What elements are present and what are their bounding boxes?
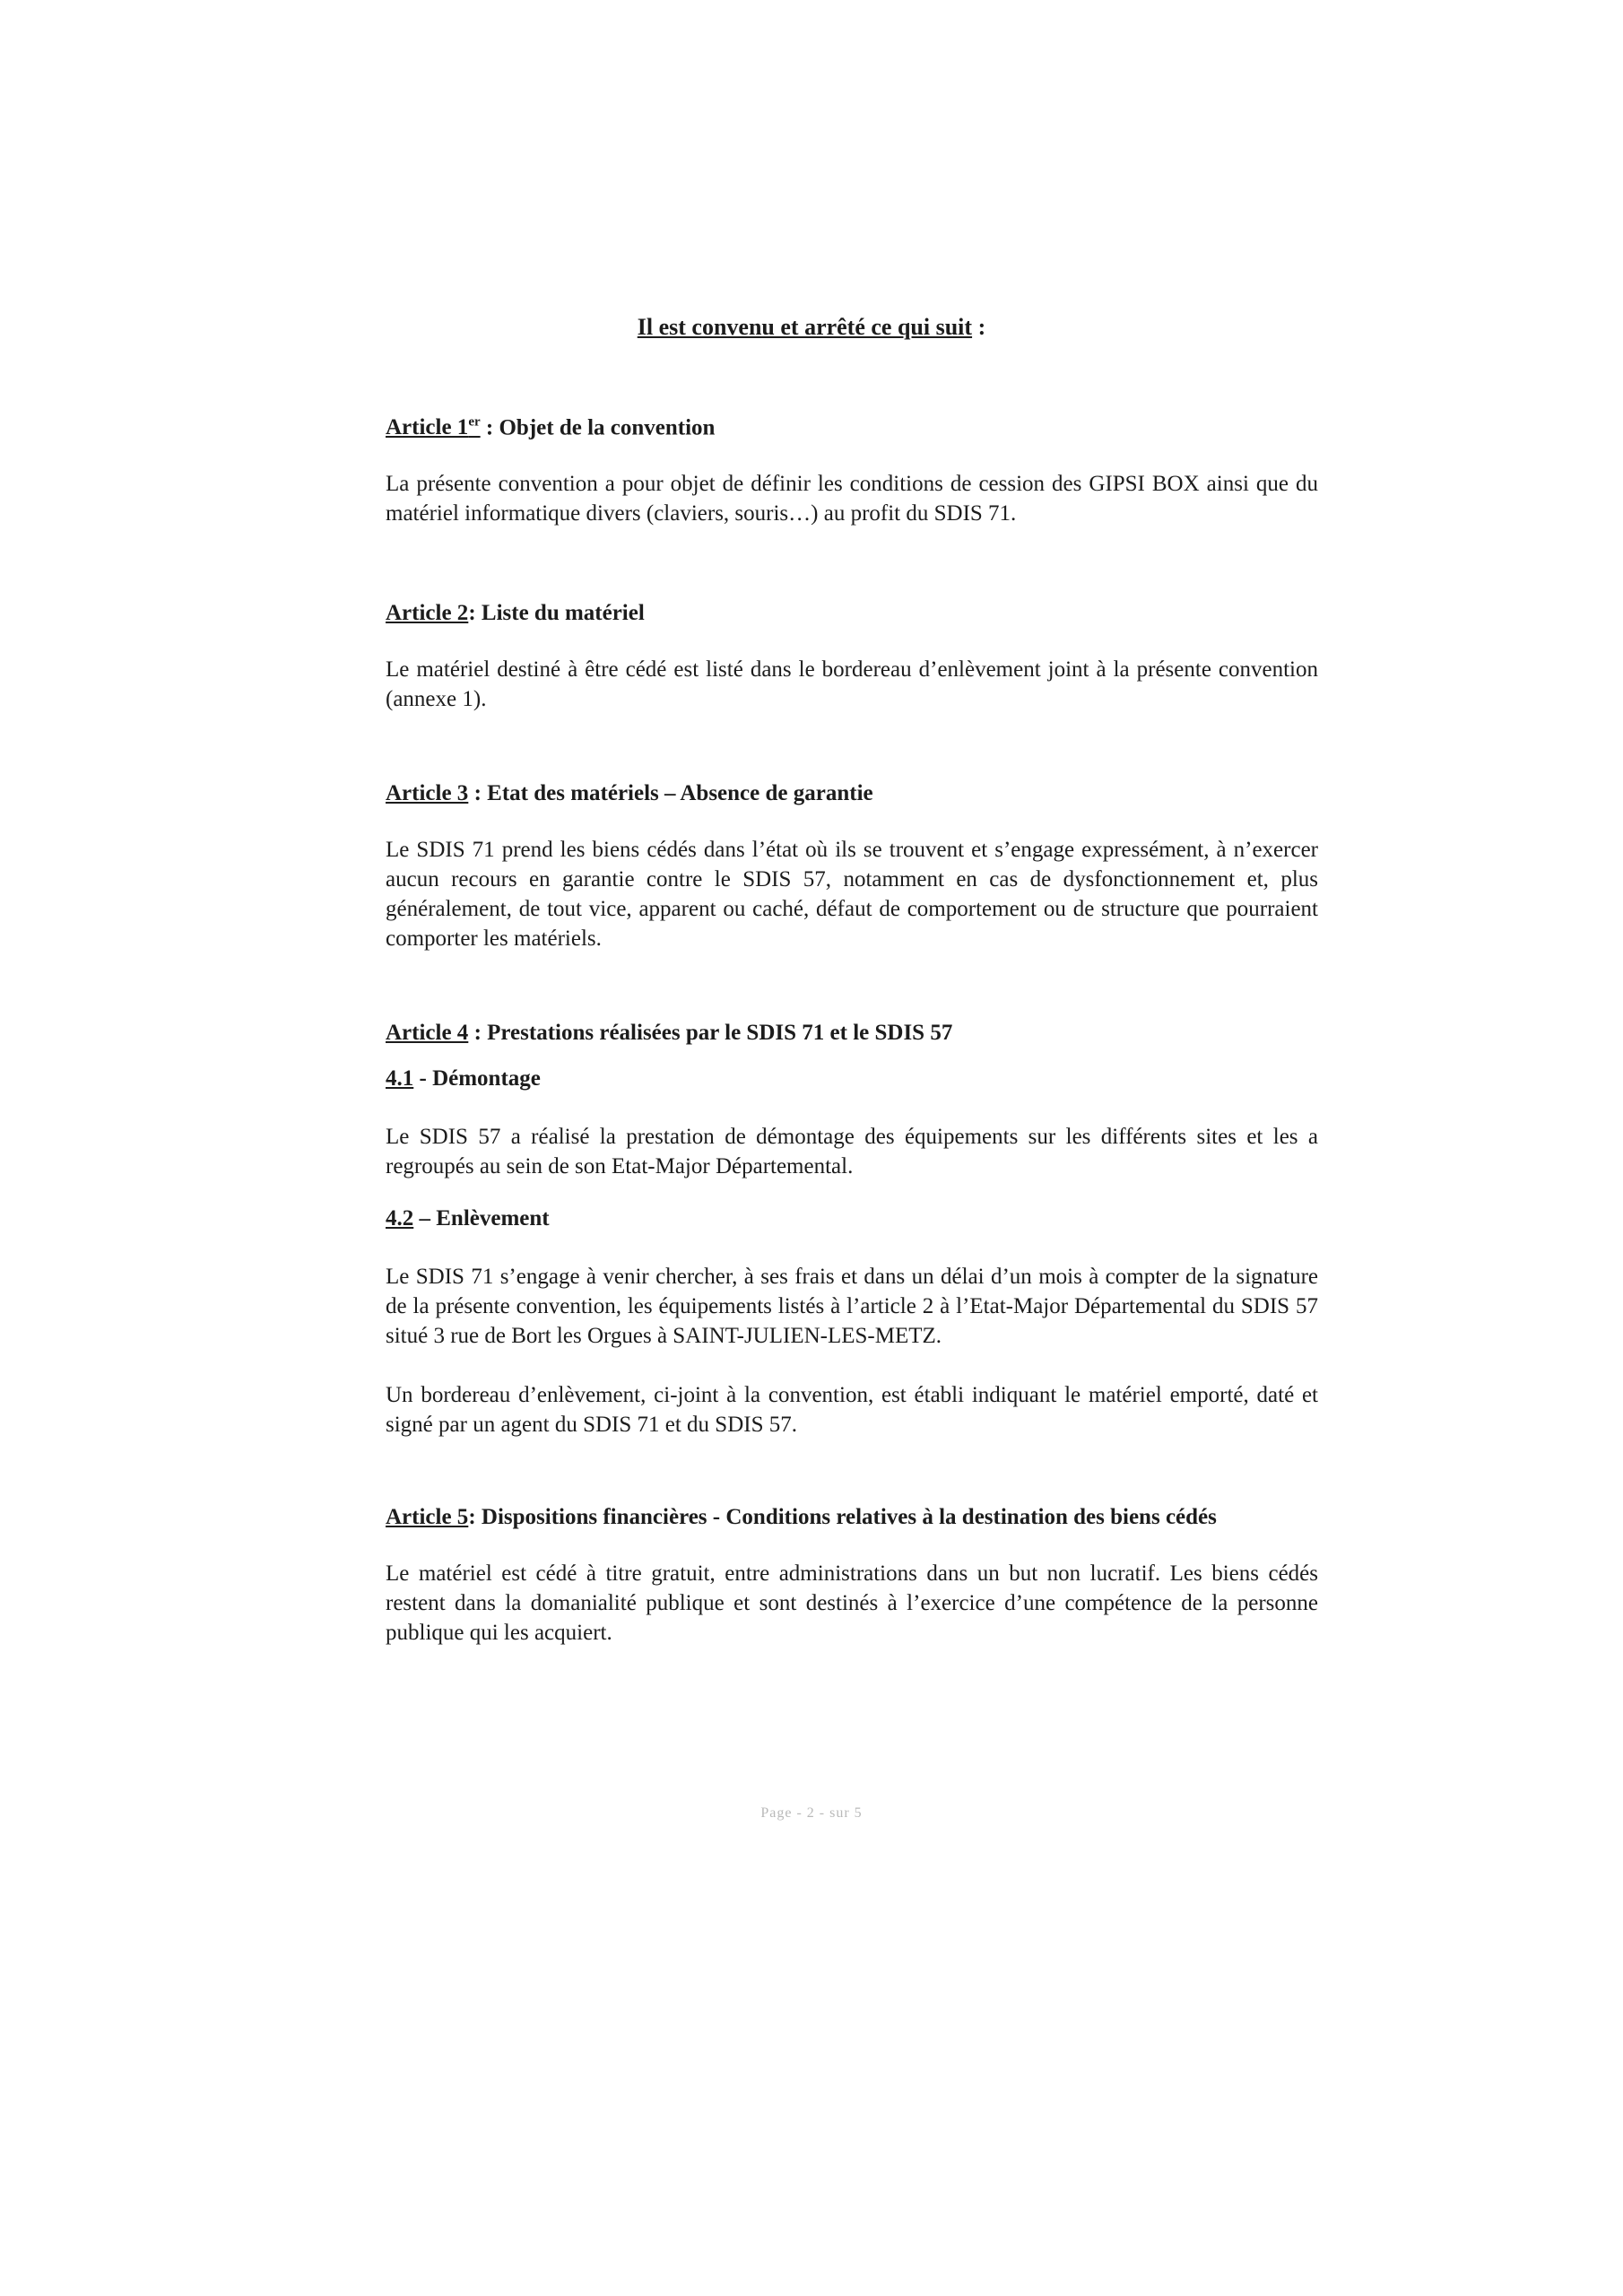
article-4-label: Article 4: [386, 1021, 469, 1046]
article-3-text: Le SDIS 71 prend les biens cédés dans l’état où ils se trouvent et s’engage expressément, à n’exercer aucun recours en garantie contre le SDIS 57, notamment en cas de dysfonctionnement et, plus généralement, de tout vice, apparent ou caché, défaut de comportement ou de structure que pourraient comporter les matériels.: [386, 838, 1318, 952]
article-1-label: Article 1er: [386, 415, 481, 440]
article-5-label: Article 5: [386, 1505, 469, 1530]
article-2-heading: Article 2: Liste du matériel: [386, 601, 645, 626]
article-3-label: Article 3: [386, 781, 469, 806]
article-1-title: Objet de la convention: [499, 415, 716, 440]
document-title: [0, 314, 1623, 341]
page-number-footer: Page - 2 - sur 5: [760, 1805, 863, 1821]
document-title-text: Il est convenu et arrêté ce qui suit: [637, 314, 973, 340]
document-title-suffix: :: [972, 314, 986, 340]
article-1-text: La présente convention a pour objet de définir les conditions de cession des GIPSI BOX ainsi que du matériel informatique divers (claviers, souris…) au profit du SDIS 71.: [386, 472, 1318, 526]
article-3-heading: Article 3 : Etat des matériels – Absence de garantie: [386, 781, 873, 806]
article-4-title: Prestations réalisées par le SDIS 71 et le SDIS 57: [487, 1021, 953, 1046]
article-5-text: Le matériel est cédé à titre gratuit, entre administrations dans un but non lucratif. Les biens cédés restent dans la domanialité publique et sont destinés à l’exercice d’une compétence de la personne publique qui les acquiert.: [386, 1561, 1318, 1646]
section-4-2-title: Enlèvement: [436, 1206, 550, 1231]
article-2-text: Le matériel destiné à être cédé est listé dans le bordereau d’enlèvement joint à la présente convention (annexe 1).: [386, 657, 1318, 712]
article-1-heading: Article 1er : Objet de la convention: [386, 415, 716, 440]
document-body: [386, 408, 1318, 1648]
section-4-1-label: 4.1: [386, 1066, 414, 1091]
article-5-title: Dispositions financières - Conditions relatives à la destination des biens cédés: [481, 1505, 1217, 1530]
section-4-2-text-2: Un bordereau d’enlèvement, ci-joint à la convention, est établi indiquant le matériel emporté, daté et signé par un agent du SDIS 71 et du SDIS 57.: [386, 1383, 1318, 1438]
article-2-title: Liste du matériel: [481, 601, 645, 626]
section-4-2-label: 4.2: [386, 1206, 414, 1231]
section-4-2-heading: 4.2 – Enlèvement: [386, 1206, 550, 1231]
article-4-heading: Article 4 : Prestations réalisées par le SDIS 71 et le SDIS 57: [386, 1021, 953, 1046]
section-4-1-text: Le SDIS 57 a réalisé la prestation de démontage des équipements sur les différents sites et les a regroupés au sein de son Etat-Major Départemental.: [386, 1125, 1318, 1179]
section-4-2-text-1: Le SDIS 71 s’engage à venir chercher, à ses frais et dans un délai d’un mois à compter de la signature de la présente convention, les équipements listés à l’article 2 à l’Etat-Major Départemental du SDIS 57 situé 3 rue de Bort les Orgues à SAINT-JULIEN-LES-METZ.: [386, 1265, 1318, 1349]
article-3-title: Etat des matériels – Absence de garantie: [487, 781, 873, 806]
section-4-1-title: Démontage: [432, 1066, 541, 1091]
article-5-heading: Article 5: Dispositions financières - Conditions relatives à la destination des biens cédés: [386, 1505, 1217, 1530]
article-2-label: Article 2: [386, 601, 469, 626]
section-4-1-heading: 4.1 - Démontage: [386, 1066, 541, 1091]
